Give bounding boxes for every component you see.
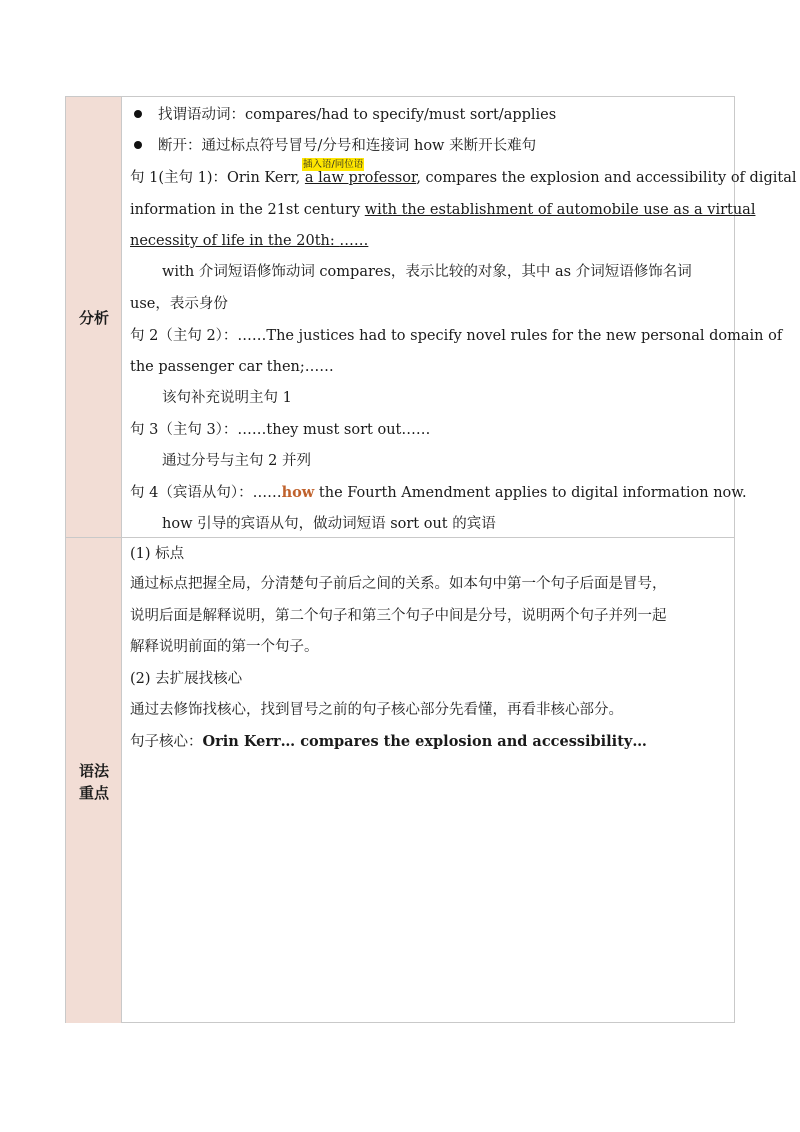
sentence-1-line-1: 句 1(主句 1)：Orin Kerr, a law professor, compares the explosion and accessibility of digital (130, 170, 797, 186)
note-3: 通过分号与主句 2 并列 (162, 453, 311, 469)
section-heading-core: (2) 去扩展找核心 (130, 671, 243, 687)
note-1-line-1: with 介词短语修饰动词 compares，表示比较的对象，其中 as 介词短语修饰名词 (162, 264, 692, 280)
analysis-row (66, 97, 797, 538)
grammar-row (66, 538, 734, 1023)
grammar-label-cell (66, 538, 122, 1023)
sentence-4: 句 4（宾语从句）：……how the Fourth Amendment applies to digital information now. (130, 484, 747, 501)
paragraph-1-line-2: 说明后面是解释说明，第二个句子和第三个句子中间是分号，说明两个句子并列一起 (130, 608, 667, 624)
note-4: how 引导的宾语从句，做动词短语 sort out 的宾语 (162, 516, 496, 532)
sentence-2-line-2: the passenger car then;…… (130, 359, 334, 375)
bullet-item-predicates: 找谓语动词：compares/had to specify/must sort/applies (134, 105, 556, 125)
paragraph-1-line-1: 通过标点把握全局，分清楚句子前后之间的关系。如本句中第一个句子后面是冒号， (130, 576, 667, 592)
sentence-1-line-2: information in the 21st century with the establishment of automobile use as a virtual (130, 202, 756, 218)
appositive-phrase: a law professor (304, 170, 417, 186)
sentence-1-line-3: necessity of life in the 20th: …… (130, 233, 369, 249)
grammar-label-line-2: 重点 (78, 784, 109, 802)
analysis-label-cell (66, 97, 122, 537)
prepositional-phrase: with the establishment of automobile use as a virtual (364, 202, 756, 218)
sentence-3: 句 3（主句 3）：……they must sort out…… (130, 422, 431, 438)
paragraph-1-line-3: 解释说明前面的第一个句子。 (130, 639, 319, 655)
highlighted-how: how (281, 484, 315, 501)
section-heading-punctuation: (1) 标点 (130, 546, 185, 562)
sentence-core-text: Orin Kerr… compares the explosion and accessibility… (202, 733, 647, 750)
sentence-2-line-1: 句 2（主句 2）：……The justices had to specify novel rules for the new personal domain of (130, 328, 783, 344)
bullet-icon (134, 110, 142, 118)
annotation-tag: 插入语/同位语 (303, 159, 364, 170)
analysis-label: 分析 (78, 309, 109, 327)
bullet-item-split: 断开：通过标点符号冒号/分号和连接词 how 来断开长难句 (134, 136, 536, 156)
note-2: 该句补充说明主句 1 (162, 390, 292, 406)
grammar-label-line-1: 语法 (78, 762, 109, 780)
paragraph-2: 通过去修饰找核心，找到冒号之前的句子核心部分先看懂，再看非核心部分。 (130, 702, 623, 718)
sentence-core: 句子核心：Orin Kerr… compares the explosion and accessibility… (130, 733, 647, 750)
bullet-icon (134, 141, 142, 149)
analysis-table (65, 96, 797, 1023)
note-1-line-2: use，表示身份 (130, 296, 228, 312)
